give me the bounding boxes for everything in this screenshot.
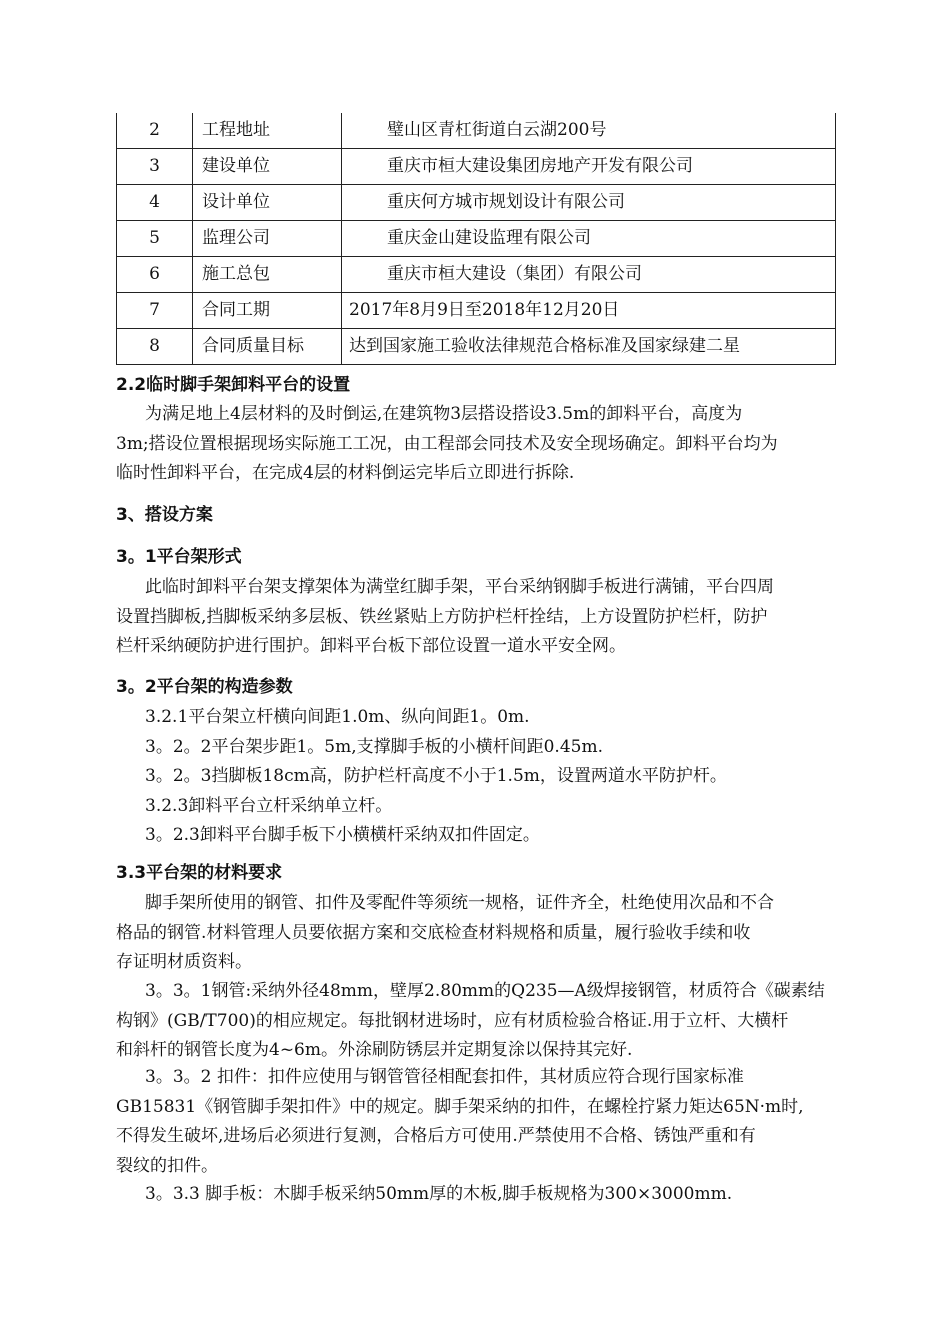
section-3-3-paragraph-1 <box>116 889 838 978</box>
text-line: 此临时卸料平台架支撑架体为满堂红脚手架，平台采纳钢脚手板进行满铺，平台四周 <box>145 577 774 597</box>
section-3-heading: 3、搭设方案 <box>116 505 213 525</box>
text-line: 设置挡脚板,挡脚板采纳多层板、铁丝紧贴上方防护栏杆拴结，上方设置防护栏杆，防护 <box>116 606 768 627</box>
list-item: 3。2。3挡脚板18cm高，防护栏杆高度不小于1.5m，设置两道水平防护杆。 <box>145 766 727 786</box>
section-2-2-paragraph <box>116 400 838 489</box>
row-value: 达到国家施工验收法律规范合格标准及国家绿建二星 <box>342 329 836 365</box>
list-item: 3。2。2平台架步距1。5m,支撑脚手板的小横杆间距0.45m. <box>145 736 603 757</box>
row-number: 2 <box>117 113 193 149</box>
text-line: 构钢》(GB/T700)的相应规定。每批钢材进场时，应有材质检验合格证.用于立杆、大横杆 <box>116 1010 789 1031</box>
row-item: 合同质量目标 <box>193 329 342 365</box>
section-3-2-heading: 3。2平台架的构造参数 <box>116 677 293 697</box>
text-line: 3m;搭设位置根据现场实际施工工况，由工程部会同技术及安全现场确定。卸料平台均为 <box>116 433 778 454</box>
table-row <box>117 221 836 257</box>
row-number: 3 <box>117 149 193 185</box>
row-number: 5 <box>117 221 193 257</box>
table-row <box>117 293 836 329</box>
list-item: 3.2.1平台架立杆横向间距1.0m、纵向间距1。0m. <box>145 707 530 727</box>
section-3-1-paragraph <box>116 573 838 662</box>
row-number: 4 <box>117 185 193 221</box>
text-line: 裂纹的扣件。 <box>116 1155 218 1176</box>
text-line: 栏杆采纳硬防护进行围护。卸料平台板下部位设置一道水平安全网。 <box>116 636 626 656</box>
section-3-3-paragraph-3 <box>116 1063 838 1181</box>
row-item: 监理公司 <box>193 221 342 257</box>
row-value: 重庆市桓大建设集团房地产开发有限公司 <box>342 149 836 185</box>
text-line: 为满足地上4层材料的及时倒运,在建筑物3层搭设搭设3.5m的卸料平台，高度为 <box>145 404 743 424</box>
row-value: 2017年8月9日至2018年12月20日 <box>342 293 836 329</box>
row-value: 重庆何方城市规划设计有限公司 <box>342 185 836 221</box>
row-value: 重庆金山建设监理有限公司 <box>342 221 836 257</box>
text-line: 3。3。1钢管:采纳外径48mm，壁厚2.80mm的Q235—A级焊接钢管，材质符合《碳素结 <box>145 981 825 1001</box>
section-2-2-heading: 2.2临时脚手架卸料平台的设置 <box>116 375 351 395</box>
table-row <box>117 185 836 221</box>
row-item: 合同工期 <box>193 293 342 329</box>
row-item: 设计单位 <box>193 185 342 221</box>
section-3-3-heading: 3.3平台架的材料要求 <box>116 863 283 883</box>
section-3-3-paragraph-4 <box>116 1180 838 1210</box>
row-item: 建设单位 <box>193 149 342 185</box>
table-row <box>117 113 836 149</box>
row-number: 8 <box>117 329 193 365</box>
table-row <box>117 257 836 293</box>
table-row <box>117 329 836 365</box>
text-line: 临时性卸料平台，在完成4层的材料倒运完毕后立即进行拆除. <box>116 463 575 483</box>
section-3-2-list <box>116 703 838 851</box>
text-line: GB15831《钢管脚手架扣件》中的规定。脚手架采纳的扣件，在螺栓拧紧力矩达65N·m时, <box>116 1096 804 1117</box>
table-row <box>117 149 836 185</box>
row-item: 工程地址 <box>193 113 342 149</box>
section-3-3-paragraph-2 <box>116 977 838 1066</box>
text-line: 脚手架所使用的钢管、扣件及零配件等须统一规格，证件齐全，杜绝使用次品和不合 <box>145 893 774 913</box>
row-value: 璧山区青杠街道白云湖200号 <box>342 113 836 149</box>
row-item: 施工总包 <box>193 257 342 293</box>
text-line: 3。3。2 扣件：扣件应使用与钢管管径相配套扣件，其材质应符合现行国家标准 <box>145 1067 744 1087</box>
list-item: 3。2.3卸料平台脚手板下小横横杆采纳双扣件固定。 <box>145 825 540 845</box>
row-number: 6 <box>117 257 193 293</box>
text-line: 格品的钢管.材料管理人员要依据方案和交底检查材料规格和质量，履行验收手续和收 <box>116 922 751 943</box>
row-value: 重庆市桓大建设（集团）有限公司 <box>342 257 836 293</box>
row-number: 7 <box>117 293 193 329</box>
list-item: 3.2.3卸料平台立杆采纳单立杆。 <box>145 795 393 816</box>
project-info-table <box>116 113 836 365</box>
text-line: 和斜杆的钢管长度为4~6m。外涂刷防锈层并定期复涂以保持其完好. <box>116 1040 633 1060</box>
text-line: 不得发生破坏,进场后必须进行复测，合格后方可使用.严禁使用不合格、锈蚀严重和有 <box>116 1126 756 1146</box>
text-line: 3。3.3 脚手板：木脚手板采纳50mm厚的木板,脚手板规格为300×3000mm. <box>145 1184 733 1204</box>
section-3-1-heading: 3。1平台架形式 <box>116 547 242 567</box>
text-line: 存证明材质资料。 <box>116 952 252 972</box>
